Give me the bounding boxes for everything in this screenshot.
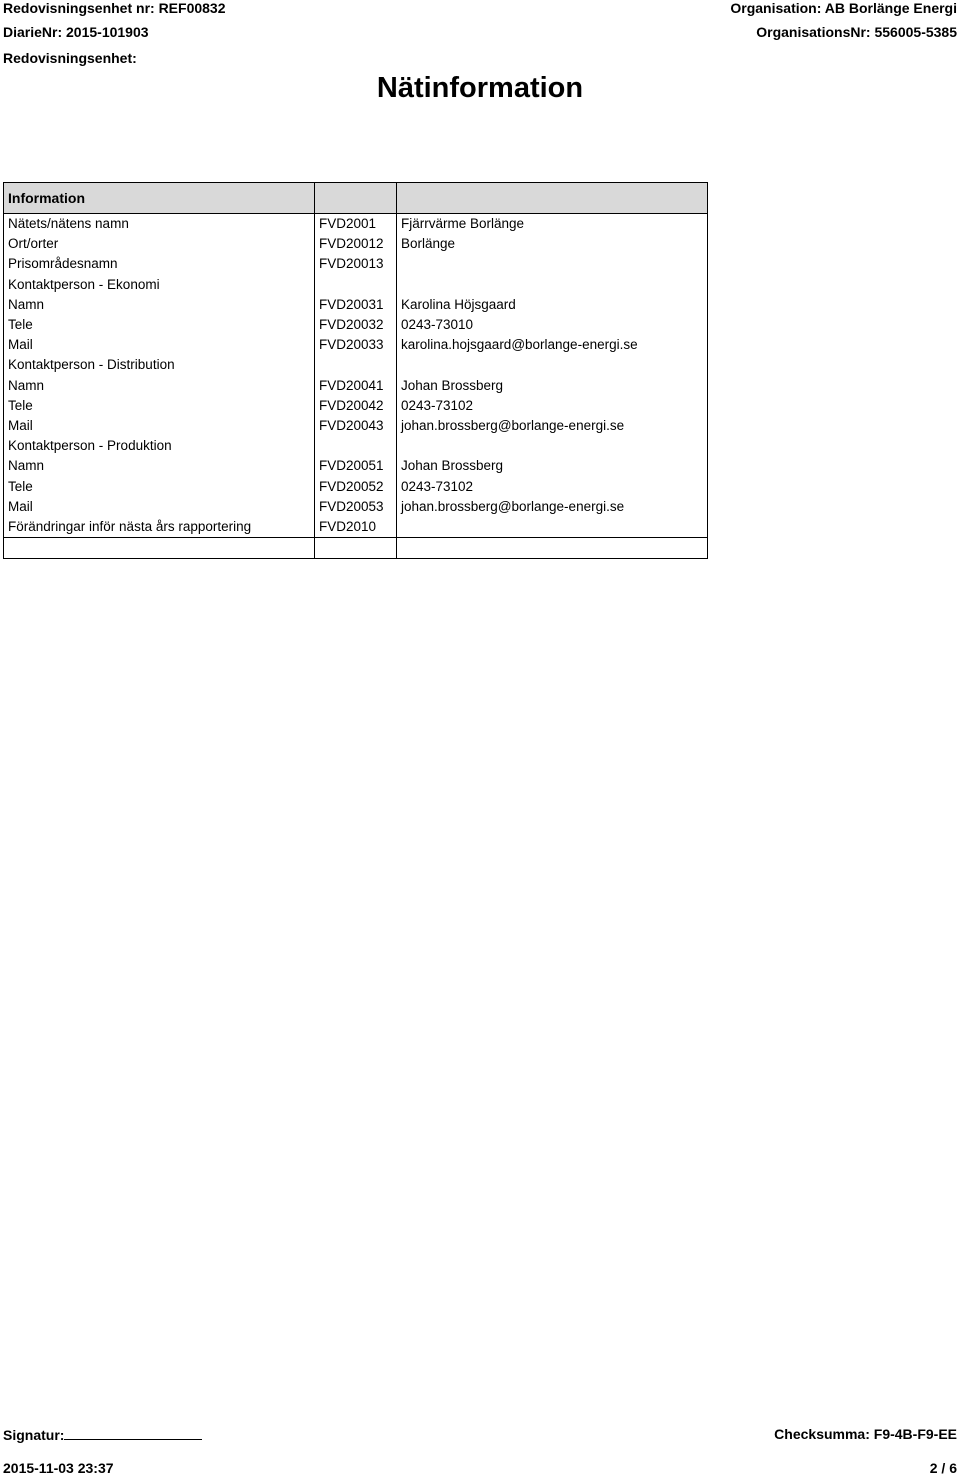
table-row xyxy=(4,295,708,315)
row-value: karolina.hojsgaard@borlange-energi.se xyxy=(397,335,708,355)
row-value: johan.brossberg@borlange-energi.se xyxy=(397,416,708,436)
row-value: 0243-73102 xyxy=(397,476,708,496)
row-label: Förändringar inför nästa års rapportering xyxy=(4,517,315,538)
table-row xyxy=(4,376,708,396)
row-value: 0243-73102 xyxy=(397,396,708,416)
timestamp: 2015-11-03 23:37 xyxy=(3,1460,114,1476)
table-row xyxy=(4,416,708,436)
table-row xyxy=(4,517,708,538)
table-row xyxy=(4,476,708,496)
row-value: Johan Brossberg xyxy=(397,456,708,476)
row-code: FVD20051 xyxy=(315,456,397,476)
table-heading: Information xyxy=(4,183,315,214)
unit-number: Redovisningsenhet nr: REF00832 xyxy=(3,0,226,16)
row-label: Mail xyxy=(4,416,315,436)
information-table xyxy=(3,182,708,559)
row-label: Ort/orter xyxy=(4,234,315,254)
row-label: Namn xyxy=(4,295,315,315)
row-value: 0243-73010 xyxy=(397,315,708,335)
row-label: Kontaktperson - Distribution xyxy=(4,355,315,375)
row-code: FVD20031 xyxy=(315,295,397,315)
page-number: 2 / 6 xyxy=(929,1460,957,1476)
page-title: Nätinformation xyxy=(376,72,584,104)
empty-cell xyxy=(397,538,708,559)
row-value: Johan Brossberg xyxy=(397,376,708,396)
row-label: Namn xyxy=(4,376,315,396)
table-row xyxy=(4,396,708,416)
table-row xyxy=(4,234,708,254)
row-value xyxy=(397,254,708,274)
row-label: Mail xyxy=(4,335,315,355)
table-heading-value xyxy=(397,183,708,214)
row-code: FVD20042 xyxy=(315,396,397,416)
row-label: Namn xyxy=(4,456,315,476)
signature-field xyxy=(3,1426,202,1443)
table-row xyxy=(4,254,708,274)
table-row xyxy=(4,456,708,476)
table-row xyxy=(4,355,708,375)
table-heading-code xyxy=(315,183,397,214)
row-code: FVD20052 xyxy=(315,476,397,496)
row-code xyxy=(315,436,397,456)
empty-cell xyxy=(4,538,315,559)
table-row xyxy=(4,275,708,295)
row-code: FVD20053 xyxy=(315,497,397,517)
row-value xyxy=(397,436,708,456)
checksum: Checksumma: F9-4B-F9-EE xyxy=(774,1426,957,1442)
table-header-row xyxy=(4,183,708,214)
row-code: FVD2001 xyxy=(315,214,397,235)
row-value: johan.brossberg@borlange-energi.se xyxy=(397,497,708,517)
table-row-empty xyxy=(4,538,708,559)
signature-line xyxy=(64,1426,202,1440)
row-code: FVD20032 xyxy=(315,315,397,335)
table-row xyxy=(4,214,708,235)
row-value: Karolina Höjsgaard xyxy=(397,295,708,315)
table-row xyxy=(4,436,708,456)
row-label: Kontaktperson - Produktion xyxy=(4,436,315,456)
table-row xyxy=(4,315,708,335)
row-code: FVD20013 xyxy=(315,254,397,274)
row-label: Kontaktperson - Ekonomi xyxy=(4,275,315,295)
row-value: Borlänge xyxy=(397,234,708,254)
empty-cell xyxy=(315,538,397,559)
row-value xyxy=(397,275,708,295)
signature-label: Signatur: xyxy=(3,1427,65,1443)
row-value xyxy=(397,517,708,538)
table-row xyxy=(4,335,708,355)
row-code: FVD2010 xyxy=(315,517,397,538)
row-value: Fjärrvärme Borlänge xyxy=(397,214,708,235)
organisation-number: OrganisationsNr: 556005-5385 xyxy=(756,24,957,40)
row-code: FVD20041 xyxy=(315,376,397,396)
row-code: FVD20012 xyxy=(315,234,397,254)
row-code: FVD20033 xyxy=(315,335,397,355)
table-row xyxy=(4,497,708,517)
row-label: Tele xyxy=(4,476,315,496)
row-code xyxy=(315,275,397,295)
row-label: Tele xyxy=(4,315,315,335)
organisation-name: Organisation: AB Borlänge Energi xyxy=(730,0,957,16)
row-code xyxy=(315,355,397,375)
unit-label: Redovisningsenhet: xyxy=(3,50,137,66)
row-label: Nätets/nätens namn xyxy=(4,214,315,235)
row-label: Tele xyxy=(4,396,315,416)
row-code: FVD20043 xyxy=(315,416,397,436)
row-label: Prisområdesnamn xyxy=(4,254,315,274)
row-label: Mail xyxy=(4,497,315,517)
diarie-number: DiarieNr: 2015-101903 xyxy=(3,24,149,40)
row-value xyxy=(397,355,708,375)
